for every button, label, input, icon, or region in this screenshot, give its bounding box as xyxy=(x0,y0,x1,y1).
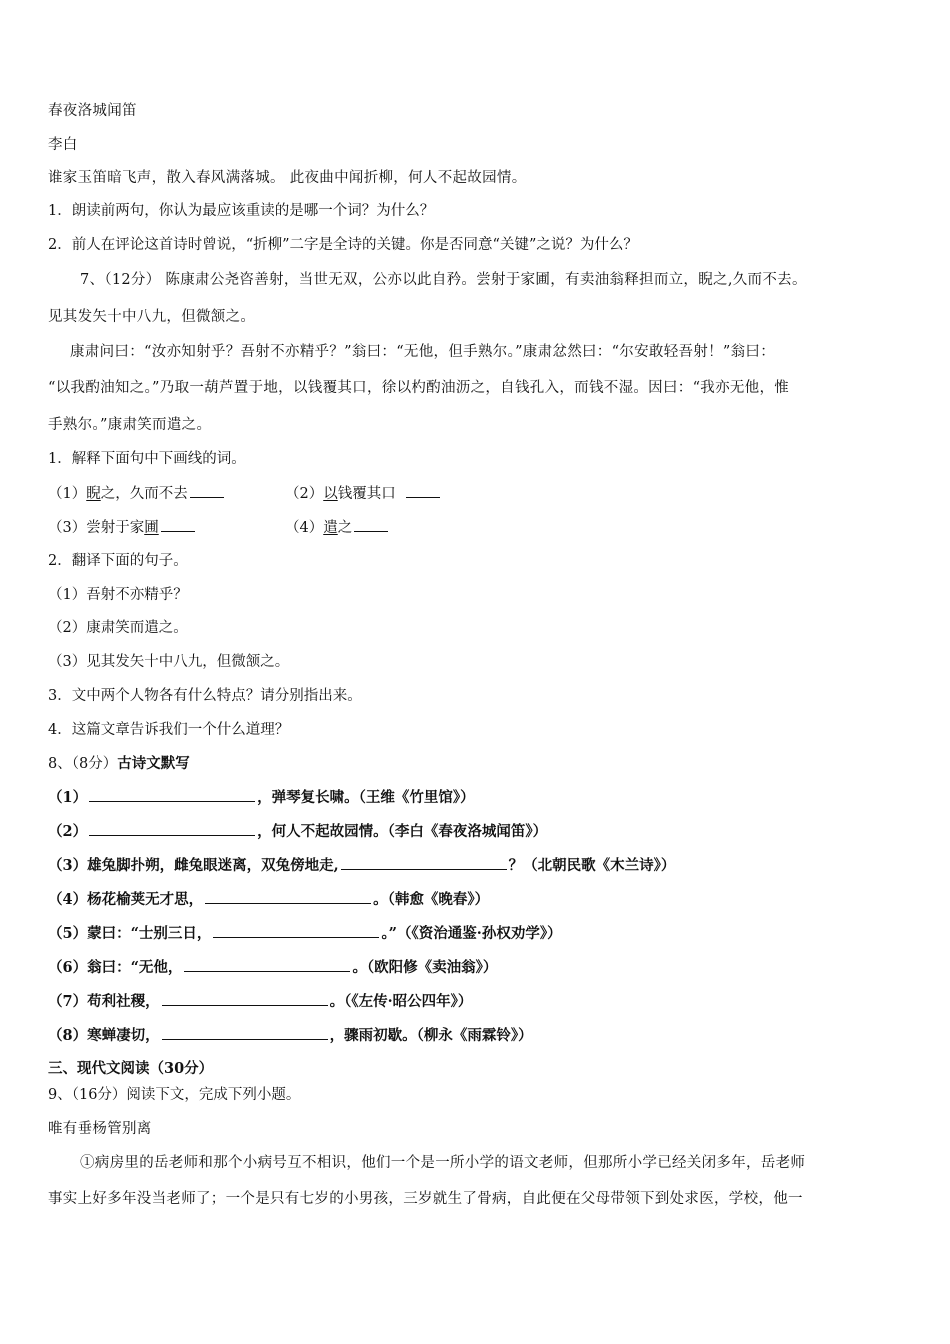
q8-item-5: （5）蒙曰：“士别三日， 。”（《资治通鉴·孙权劝学》） xyxy=(48,925,562,942)
answer-blank[interactable] xyxy=(341,855,507,870)
answer-blank[interactable] xyxy=(213,923,379,938)
q8-item-7: （7）苟利社稷， 。（《左传·昭公四年》） xyxy=(48,993,473,1010)
poem-text: 谁家玉笛暗飞声，散入春风满落城。 此夜曲中闻折柳，何人不起故园情。 xyxy=(48,170,527,186)
q7-translate-1: （1）吾射不亦精乎？ xyxy=(48,587,188,603)
q8-item-2: （2） ，何人不起故园情。（李白《春夜洛城闻笛》） xyxy=(48,823,548,840)
essay-title: 唯有垂杨管别离 xyxy=(48,1121,152,1137)
q7-word-2: （2）以钱覆其口 xyxy=(285,483,442,504)
q8-item-3: （3）雄兔脚扑朔，雌兔眼迷离，双兔傍地走, ？（北朝民歌《木兰诗》） xyxy=(48,857,676,874)
q7-translate-3: （3）见其发矢十中八九，但微颔之。 xyxy=(48,654,290,670)
q8-item-1: （1） ，弹琴复长啸。（王维《竹里馆》） xyxy=(48,789,475,806)
answer-blank[interactable] xyxy=(161,517,195,532)
answer-blank[interactable] xyxy=(354,517,388,532)
q7-sub-1: 1．解释下面句中下画线的词。 xyxy=(48,451,246,467)
q9-instruction: 9、（16分）阅读下文，完成下列小题。 xyxy=(48,1087,301,1103)
q7-passage-line-4: “以我酌油知之。”乃取一葫芦置于地，以钱覆其口，徐以杓酌油沥之，自钱孔入，而钱不湿。因曰：“我亦无他，惟 xyxy=(48,380,790,396)
poem-question-1: 1．朗读前两句，你认为最应该重读的是哪一个词？为什么？ xyxy=(48,203,435,219)
q7-word-1: （1）睨之，久而不去 xyxy=(48,483,226,504)
essay-paragraph-line-2: 事实上好多年没当老师了；一个是只有七岁的小男孩，三岁就生了骨病，自此便在父母带领下到处求医，学校，他一 xyxy=(48,1191,803,1207)
answer-blank[interactable] xyxy=(184,957,350,972)
answer-blank[interactable] xyxy=(190,483,224,498)
q8-item-6: （6）翁曰：“无他， 。（欧阳修《卖油翁》） xyxy=(48,959,498,976)
poem-title: 春夜洛城闻笛 xyxy=(48,103,137,119)
q7-sub-2: 2．翻译下面的句子。 xyxy=(48,553,188,569)
q8-item-4: （4）杨花榆荚无才思， 。（韩愈《晚春》） xyxy=(48,891,490,908)
answer-blank[interactable] xyxy=(162,1025,328,1040)
q7-translate-2: （2）康肃笑而遣之。 xyxy=(48,620,188,636)
q7-word-3: （3）尝射于家圃 xyxy=(48,517,197,538)
section-3-title: 三、现代文阅读（30分） xyxy=(48,1060,214,1077)
answer-blank[interactable] xyxy=(205,889,371,904)
answer-blank[interactable] xyxy=(162,991,328,1006)
q7-passage-line-2: 见其发矢十中八九，但微颔之。 xyxy=(48,309,256,325)
q7-passage-line-1: 7、（12分） 陈康肃公尧咨善射，当世无双，公亦以此自矜。尝射于家圃，有卖油翁释担而立，睨之,久而不去。 xyxy=(80,272,807,288)
essay-paragraph-line-1: ①病房里的岳老师和那个小病号互不相识，他们一个是一所小学的语文老师，但那所小学已经关闭多年，岳老师 xyxy=(80,1155,806,1171)
q7-passage-line-3: 康肃问曰：“汝亦知射乎？吾射不亦精乎？”翁曰：“无他，但手熟尔。”康肃忿然曰：“尔安敢轻吾射！”翁曰： xyxy=(70,344,776,360)
q8-item-8: （8）寒蝉凄切， ，骤雨初歇。（柳永《雨霖铃》） xyxy=(48,1027,533,1044)
q8-heading: 8、（8分）古诗文默写 xyxy=(48,755,190,772)
q7-sub-4: 4．这篇文章告诉我们一个什么道理？ xyxy=(48,722,290,738)
q7-passage-line-5: 手熟尔。”康肃笑而遣之。 xyxy=(48,417,212,433)
q7-sub-3: 3．文中两个人物各有什么特点？请分别指出来。 xyxy=(48,688,362,704)
answer-blank[interactable] xyxy=(89,787,255,802)
poem-question-2: 2．前人在评论这首诗时曾说，“折柳”二字是全诗的关键。你是否同意“关键”之说？为什么？ xyxy=(48,237,638,253)
q7-word-4: （4）遣之 xyxy=(285,517,390,538)
answer-blank[interactable] xyxy=(89,821,255,836)
answer-blank[interactable] xyxy=(406,483,440,498)
poem-author: 李白 xyxy=(48,137,78,153)
